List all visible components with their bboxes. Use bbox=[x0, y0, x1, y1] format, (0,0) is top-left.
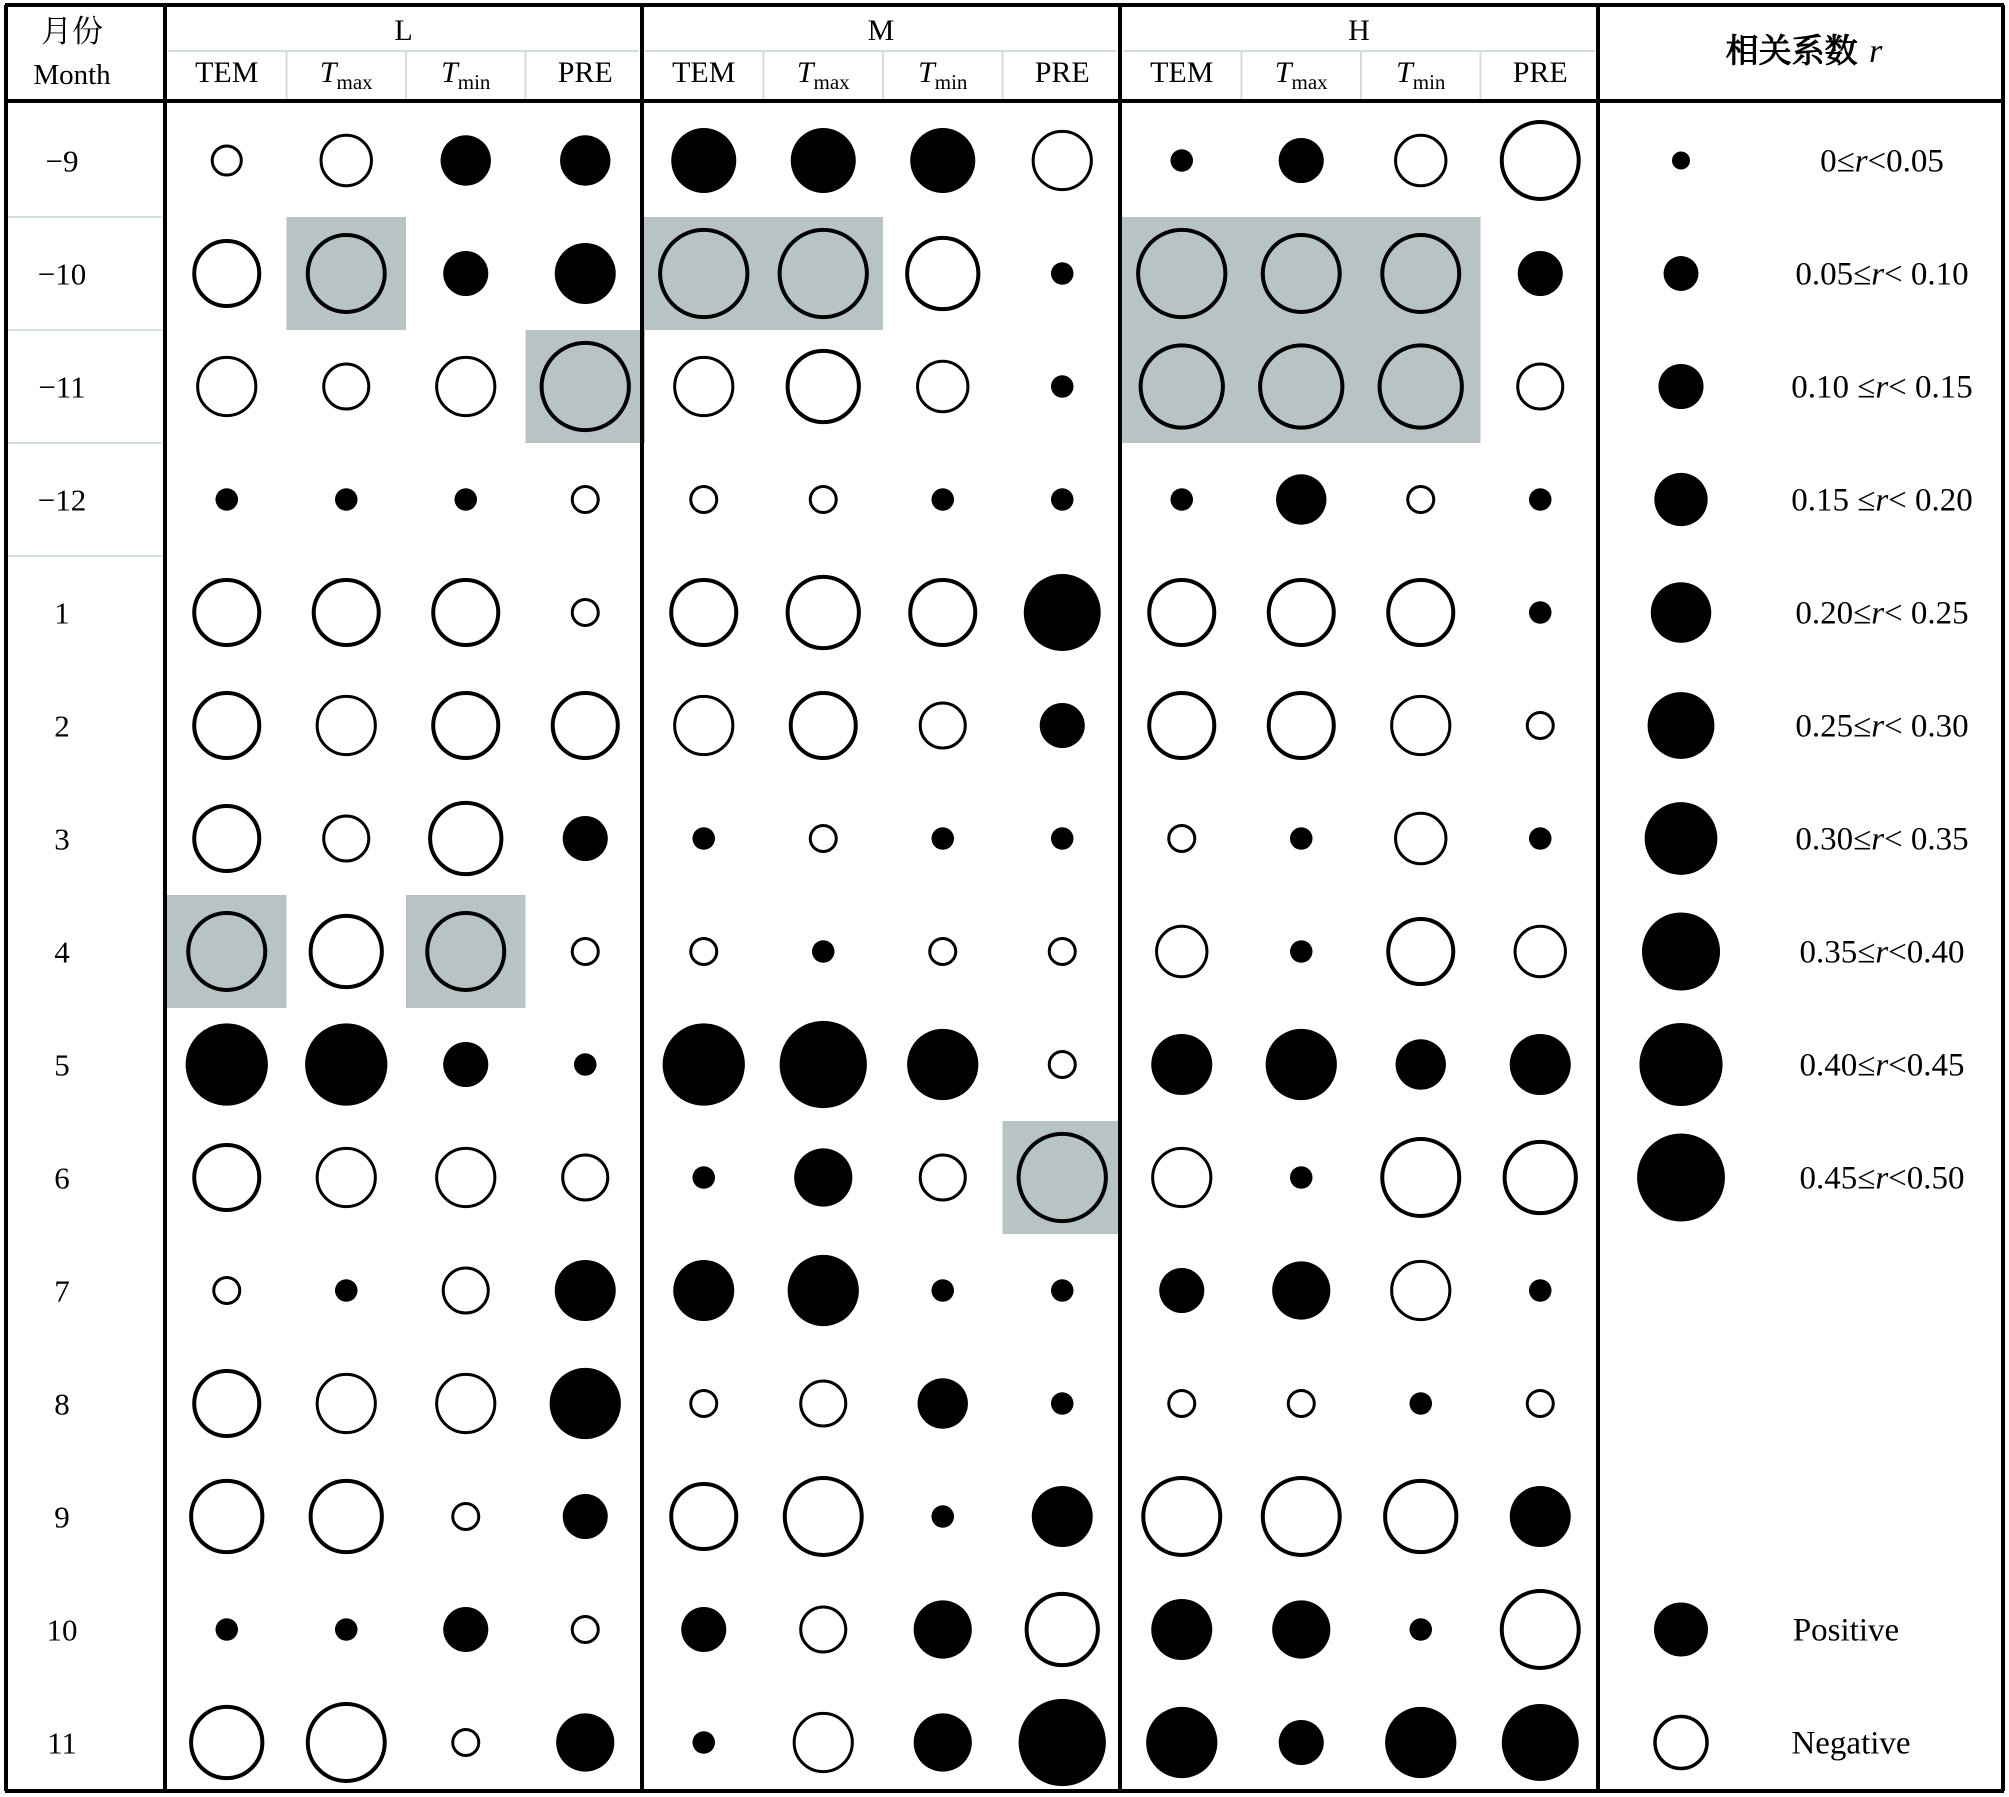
bubble-negative bbox=[794, 1713, 852, 1771]
bubble-positive bbox=[454, 488, 477, 511]
bubble-positive bbox=[788, 1255, 859, 1326]
bubble-positive bbox=[1151, 1599, 1212, 1660]
bubble-positive bbox=[1170, 149, 1193, 172]
bubble-negative bbox=[572, 486, 598, 512]
legend-size-marker bbox=[1651, 582, 1711, 642]
bubble-negative bbox=[572, 1616, 598, 1642]
bubble-negative bbox=[1169, 825, 1195, 851]
bubble-negative bbox=[314, 580, 379, 645]
bubble-negative bbox=[1269, 580, 1334, 645]
bubble-negative bbox=[191, 1707, 262, 1778]
bubble-positive bbox=[1510, 1486, 1571, 1547]
bubble-negative bbox=[433, 580, 498, 645]
bubble-negative bbox=[1382, 1139, 1459, 1216]
bubble-positive bbox=[812, 940, 835, 963]
month-header-cn: 月份 bbox=[41, 14, 103, 50]
bubble-positive bbox=[1051, 827, 1074, 850]
bubble-negative bbox=[785, 1478, 862, 1555]
bubble-negative bbox=[691, 486, 717, 512]
month-label: 6 bbox=[54, 1160, 70, 1196]
bubble-negative bbox=[675, 696, 733, 754]
bubble-negative bbox=[194, 1145, 259, 1210]
bubble-positive bbox=[931, 1279, 954, 1302]
bubble-positive bbox=[791, 128, 856, 193]
bubble-negative bbox=[1049, 938, 1075, 964]
bubble-positive bbox=[1279, 1720, 1324, 1765]
variable-header: $T_{max}$ bbox=[319, 56, 373, 94]
legend-size-marker bbox=[1672, 151, 1690, 169]
bubble-positive bbox=[681, 1607, 726, 1652]
bubble-positive bbox=[1396, 1039, 1446, 1089]
bubble-positive bbox=[931, 488, 954, 511]
bubble-negative bbox=[317, 1148, 375, 1206]
bubble-positive bbox=[1279, 138, 1324, 183]
bubble-positive bbox=[1529, 488, 1552, 511]
bubble-positive bbox=[1170, 488, 1193, 511]
bubble-negative bbox=[910, 580, 975, 645]
bubble-positive bbox=[563, 1494, 608, 1539]
legend-negative-label: Negative bbox=[1791, 1725, 1911, 1762]
legend-title: 相关系数 r bbox=[1725, 31, 1883, 70]
bubble-negative bbox=[321, 135, 371, 185]
bubble-negative bbox=[788, 577, 859, 648]
legend-positive-marker bbox=[1654, 1603, 1708, 1657]
bubble-positive bbox=[1151, 1034, 1212, 1095]
bubble-negative bbox=[324, 816, 369, 861]
month-header-en: Month bbox=[33, 59, 111, 91]
bubble-negative bbox=[1169, 1390, 1195, 1416]
group-header: H bbox=[1348, 14, 1370, 47]
bubble-positive bbox=[1510, 1034, 1571, 1095]
bubble-positive bbox=[1051, 1392, 1074, 1415]
bubble-positive bbox=[663, 1023, 745, 1105]
variable-header: $T_{max}$ bbox=[796, 56, 850, 94]
bubble-negative bbox=[1518, 364, 1563, 409]
bubble-negative bbox=[671, 580, 736, 645]
bubble-negative bbox=[437, 1374, 495, 1432]
bubble-positive bbox=[1518, 251, 1563, 296]
bubble-negative bbox=[920, 703, 965, 748]
bubble-negative bbox=[311, 1481, 382, 1552]
variable-header: $T_{min}$ bbox=[918, 56, 968, 94]
bubble-negative bbox=[1392, 1261, 1450, 1319]
bubble-positive bbox=[673, 1260, 734, 1321]
month-label: −9 bbox=[45, 143, 79, 179]
month-label: 8 bbox=[54, 1386, 70, 1422]
bubble-negative bbox=[433, 693, 498, 758]
bubble-positive bbox=[1290, 1166, 1313, 1189]
bubble-positive bbox=[794, 1148, 852, 1206]
bubble-negative bbox=[691, 938, 717, 964]
bubble-positive bbox=[1146, 1707, 1217, 1778]
legend-size-marker bbox=[1658, 364, 1703, 409]
bubble-positive bbox=[1529, 601, 1552, 624]
month-label: 4 bbox=[54, 934, 70, 970]
bubble-positive bbox=[1051, 488, 1074, 511]
bubble-positive bbox=[1385, 1707, 1456, 1778]
bubble-negative bbox=[801, 1607, 846, 1652]
bubble-positive bbox=[1529, 1279, 1552, 1302]
bubble-positive bbox=[186, 1023, 268, 1105]
variable-header: $T_{min}$ bbox=[1396, 56, 1446, 94]
month-label: −12 bbox=[37, 482, 87, 518]
bubble-positive bbox=[692, 1731, 715, 1754]
legend-size-marker bbox=[1639, 1023, 1722, 1106]
month-label: 9 bbox=[54, 1499, 70, 1535]
bubble-negative bbox=[1153, 1148, 1211, 1206]
bubble-negative bbox=[691, 1390, 717, 1416]
bubble-negative bbox=[675, 357, 733, 415]
bubble-negative bbox=[1392, 696, 1450, 754]
bubble-negative bbox=[1033, 131, 1091, 189]
month-label: 1 bbox=[54, 595, 70, 631]
bubble-positive bbox=[692, 827, 715, 850]
bubble-positive bbox=[1290, 940, 1313, 963]
legend-bin-label: 0.35≤r<0.40 bbox=[1799, 934, 1965, 971]
legend-positive-label: Positive bbox=[1792, 1612, 1900, 1649]
group-header: M bbox=[867, 14, 895, 47]
legend-bin-label: 0.10 ≤r< 0.15 bbox=[1791, 369, 1973, 406]
bubble-negative bbox=[1396, 135, 1446, 185]
bubble-positive bbox=[1266, 1029, 1337, 1100]
bubble-positive bbox=[556, 1713, 614, 1771]
bubble-positive bbox=[1409, 1618, 1432, 1641]
legend-bin-label: 0.15 ≤r< 0.20 bbox=[1791, 482, 1973, 519]
column-headers bbox=[33, 14, 1567, 94]
legend-bin-label: 0.05≤r< 0.10 bbox=[1795, 256, 1969, 293]
bubble-positive bbox=[443, 251, 488, 296]
bubble-negative bbox=[1388, 580, 1453, 645]
bubble-negative bbox=[308, 1704, 385, 1781]
legend-bin-label: 0.25≤r< 0.30 bbox=[1795, 708, 1969, 745]
variable-header: TEM bbox=[672, 56, 736, 89]
bubble-positive bbox=[1409, 1392, 1432, 1415]
bubble-negative bbox=[1157, 926, 1207, 976]
bubble-positive bbox=[910, 128, 975, 193]
bubble-positive bbox=[335, 488, 358, 511]
bubble-negative bbox=[791, 693, 856, 758]
bubble-negative bbox=[1515, 926, 1565, 976]
bubble-positive bbox=[443, 1042, 488, 1087]
bubble-negative bbox=[1027, 1594, 1098, 1665]
variable-header: PRE bbox=[557, 56, 613, 89]
month-labels bbox=[38, 144, 86, 1761]
bubble-negative bbox=[194, 241, 259, 306]
bubble-negative bbox=[907, 238, 978, 309]
group-header: L bbox=[394, 14, 413, 47]
bubble-negative bbox=[198, 357, 256, 415]
bubble-positive bbox=[918, 1378, 968, 1428]
bubble-negative bbox=[1502, 122, 1579, 199]
month-label: 2 bbox=[54, 708, 70, 744]
bubble-negative bbox=[1049, 1051, 1075, 1077]
bubble-negative bbox=[788, 351, 859, 422]
bubble-positive bbox=[1529, 827, 1552, 850]
legend-bin-label: 0.45≤r<0.50 bbox=[1799, 1160, 1965, 1197]
legend-bin-label: 0≤r<0.05 bbox=[1820, 143, 1944, 180]
bubble-negative bbox=[212, 146, 241, 175]
bubble-positive bbox=[215, 1618, 238, 1641]
bubble-positive bbox=[574, 1053, 597, 1076]
bubble-negative bbox=[194, 1371, 259, 1436]
bubble-positive bbox=[555, 243, 616, 304]
bubble-positive bbox=[1290, 827, 1313, 850]
bubble-negative bbox=[453, 1729, 479, 1755]
bubble-negative bbox=[1396, 813, 1446, 863]
bubble-negative bbox=[430, 803, 501, 874]
bubble-positive bbox=[215, 488, 238, 511]
bubble-negative bbox=[317, 1374, 375, 1432]
legend-size-marker bbox=[1645, 802, 1718, 875]
bubble-negative bbox=[1263, 1478, 1340, 1555]
bubble-negative bbox=[194, 580, 259, 645]
month-label: −10 bbox=[37, 256, 87, 292]
legend-size-marker bbox=[1648, 692, 1715, 759]
bubble-negative bbox=[194, 693, 259, 758]
bubble-positive bbox=[914, 1600, 972, 1658]
bubble-negative bbox=[918, 361, 968, 411]
bubble-negative bbox=[191, 1481, 262, 1552]
bubble-negative bbox=[437, 1148, 495, 1206]
bubble-negative bbox=[1502, 1591, 1579, 1668]
month-label: 11 bbox=[47, 1725, 77, 1761]
bubble-negative bbox=[801, 1381, 846, 1426]
bubble-positive bbox=[560, 135, 610, 185]
bubble-positive bbox=[1272, 1600, 1330, 1658]
bubble-negative bbox=[1527, 712, 1553, 738]
bubble-positive bbox=[907, 1029, 978, 1100]
bubble-negative bbox=[443, 1268, 488, 1313]
legend-size-marker bbox=[1664, 256, 1699, 291]
bubble-positive bbox=[692, 1166, 715, 1189]
month-label: 3 bbox=[54, 821, 70, 857]
month-label: 10 bbox=[46, 1612, 78, 1648]
legend-size-marker bbox=[1637, 1134, 1725, 1222]
bubble-positive bbox=[443, 1607, 488, 1652]
bubble-positive bbox=[335, 1279, 358, 1302]
legend-bin-label: 0.20≤r< 0.25 bbox=[1795, 595, 1969, 632]
bubble-positive bbox=[1040, 703, 1085, 748]
bubble-positive bbox=[1024, 574, 1101, 651]
bubble-positive bbox=[555, 1260, 616, 1321]
bubble-positive bbox=[441, 135, 491, 185]
bubble-negative bbox=[810, 825, 836, 851]
bubble-negative bbox=[1149, 580, 1214, 645]
bubble-positive bbox=[1051, 1279, 1074, 1302]
variable-header: PRE bbox=[1512, 56, 1568, 89]
bubble-negative bbox=[324, 364, 369, 409]
bubble-negative bbox=[563, 1155, 608, 1200]
bubble-positive bbox=[305, 1023, 387, 1105]
month-label: 7 bbox=[54, 1273, 70, 1309]
bubble-negative bbox=[572, 599, 598, 625]
bubble-positive bbox=[931, 827, 954, 850]
variable-header: $T_{max}$ bbox=[1274, 56, 1328, 94]
legend-bin-label: 0.30≤r< 0.35 bbox=[1795, 821, 1969, 858]
legend-size-marker bbox=[1654, 473, 1707, 526]
bubble-positive bbox=[335, 1618, 358, 1641]
bubble-negative bbox=[572, 938, 598, 964]
bubble-negative bbox=[1269, 693, 1334, 758]
bubble-negative bbox=[1408, 486, 1434, 512]
bubble-positive bbox=[780, 1021, 867, 1108]
month-label: 5 bbox=[54, 1047, 70, 1083]
variable-header: PRE bbox=[1034, 56, 1090, 89]
bubble-negative bbox=[1527, 1390, 1553, 1416]
variable-header: $T_{min}$ bbox=[441, 56, 491, 94]
bubble-positive bbox=[671, 128, 736, 193]
bubble-negative bbox=[810, 486, 836, 512]
bubble-negative bbox=[1385, 1481, 1456, 1552]
bubble-negative bbox=[1149, 693, 1214, 758]
bubble-positive bbox=[1051, 375, 1074, 398]
bubble-negative bbox=[194, 806, 259, 871]
bubble-positive bbox=[914, 1713, 972, 1771]
bubble-positive bbox=[1159, 1268, 1204, 1313]
bubble-positive bbox=[1502, 1704, 1579, 1781]
bubble-negative bbox=[437, 357, 495, 415]
bubble-negative bbox=[671, 1484, 736, 1549]
bubble-positive bbox=[1019, 1699, 1106, 1786]
bubble-positive bbox=[563, 816, 608, 861]
bubble-negative bbox=[311, 916, 382, 987]
month-label: −11 bbox=[38, 369, 86, 405]
variable-header: TEM bbox=[1150, 56, 1214, 89]
bubble-negative bbox=[214, 1277, 240, 1303]
bubble-positive bbox=[1032, 1486, 1093, 1547]
bubble-positive bbox=[931, 1505, 954, 1528]
bubble-positive bbox=[1276, 474, 1326, 524]
bubble-negative bbox=[1388, 919, 1453, 984]
bubble-negative bbox=[920, 1155, 965, 1200]
bubble-positive bbox=[550, 1368, 621, 1439]
legend bbox=[1637, 31, 1973, 1769]
variable-header: TEM bbox=[195, 56, 259, 89]
bubble-negative bbox=[930, 938, 956, 964]
bubble-negative bbox=[1143, 1478, 1220, 1555]
bubble-negative bbox=[1288, 1390, 1314, 1416]
bubble-negative bbox=[453, 1503, 479, 1529]
bubble-negative bbox=[317, 696, 375, 754]
bubble-positive bbox=[1051, 262, 1074, 285]
legend-bin-label: 0.40≤r<0.45 bbox=[1799, 1047, 1965, 1084]
bubble-negative bbox=[1505, 1142, 1576, 1213]
bubble-negative bbox=[553, 693, 618, 758]
legend-negative-marker bbox=[1655, 1717, 1707, 1769]
bubble-positive bbox=[1272, 1261, 1330, 1319]
legend-size-marker bbox=[1642, 912, 1720, 990]
